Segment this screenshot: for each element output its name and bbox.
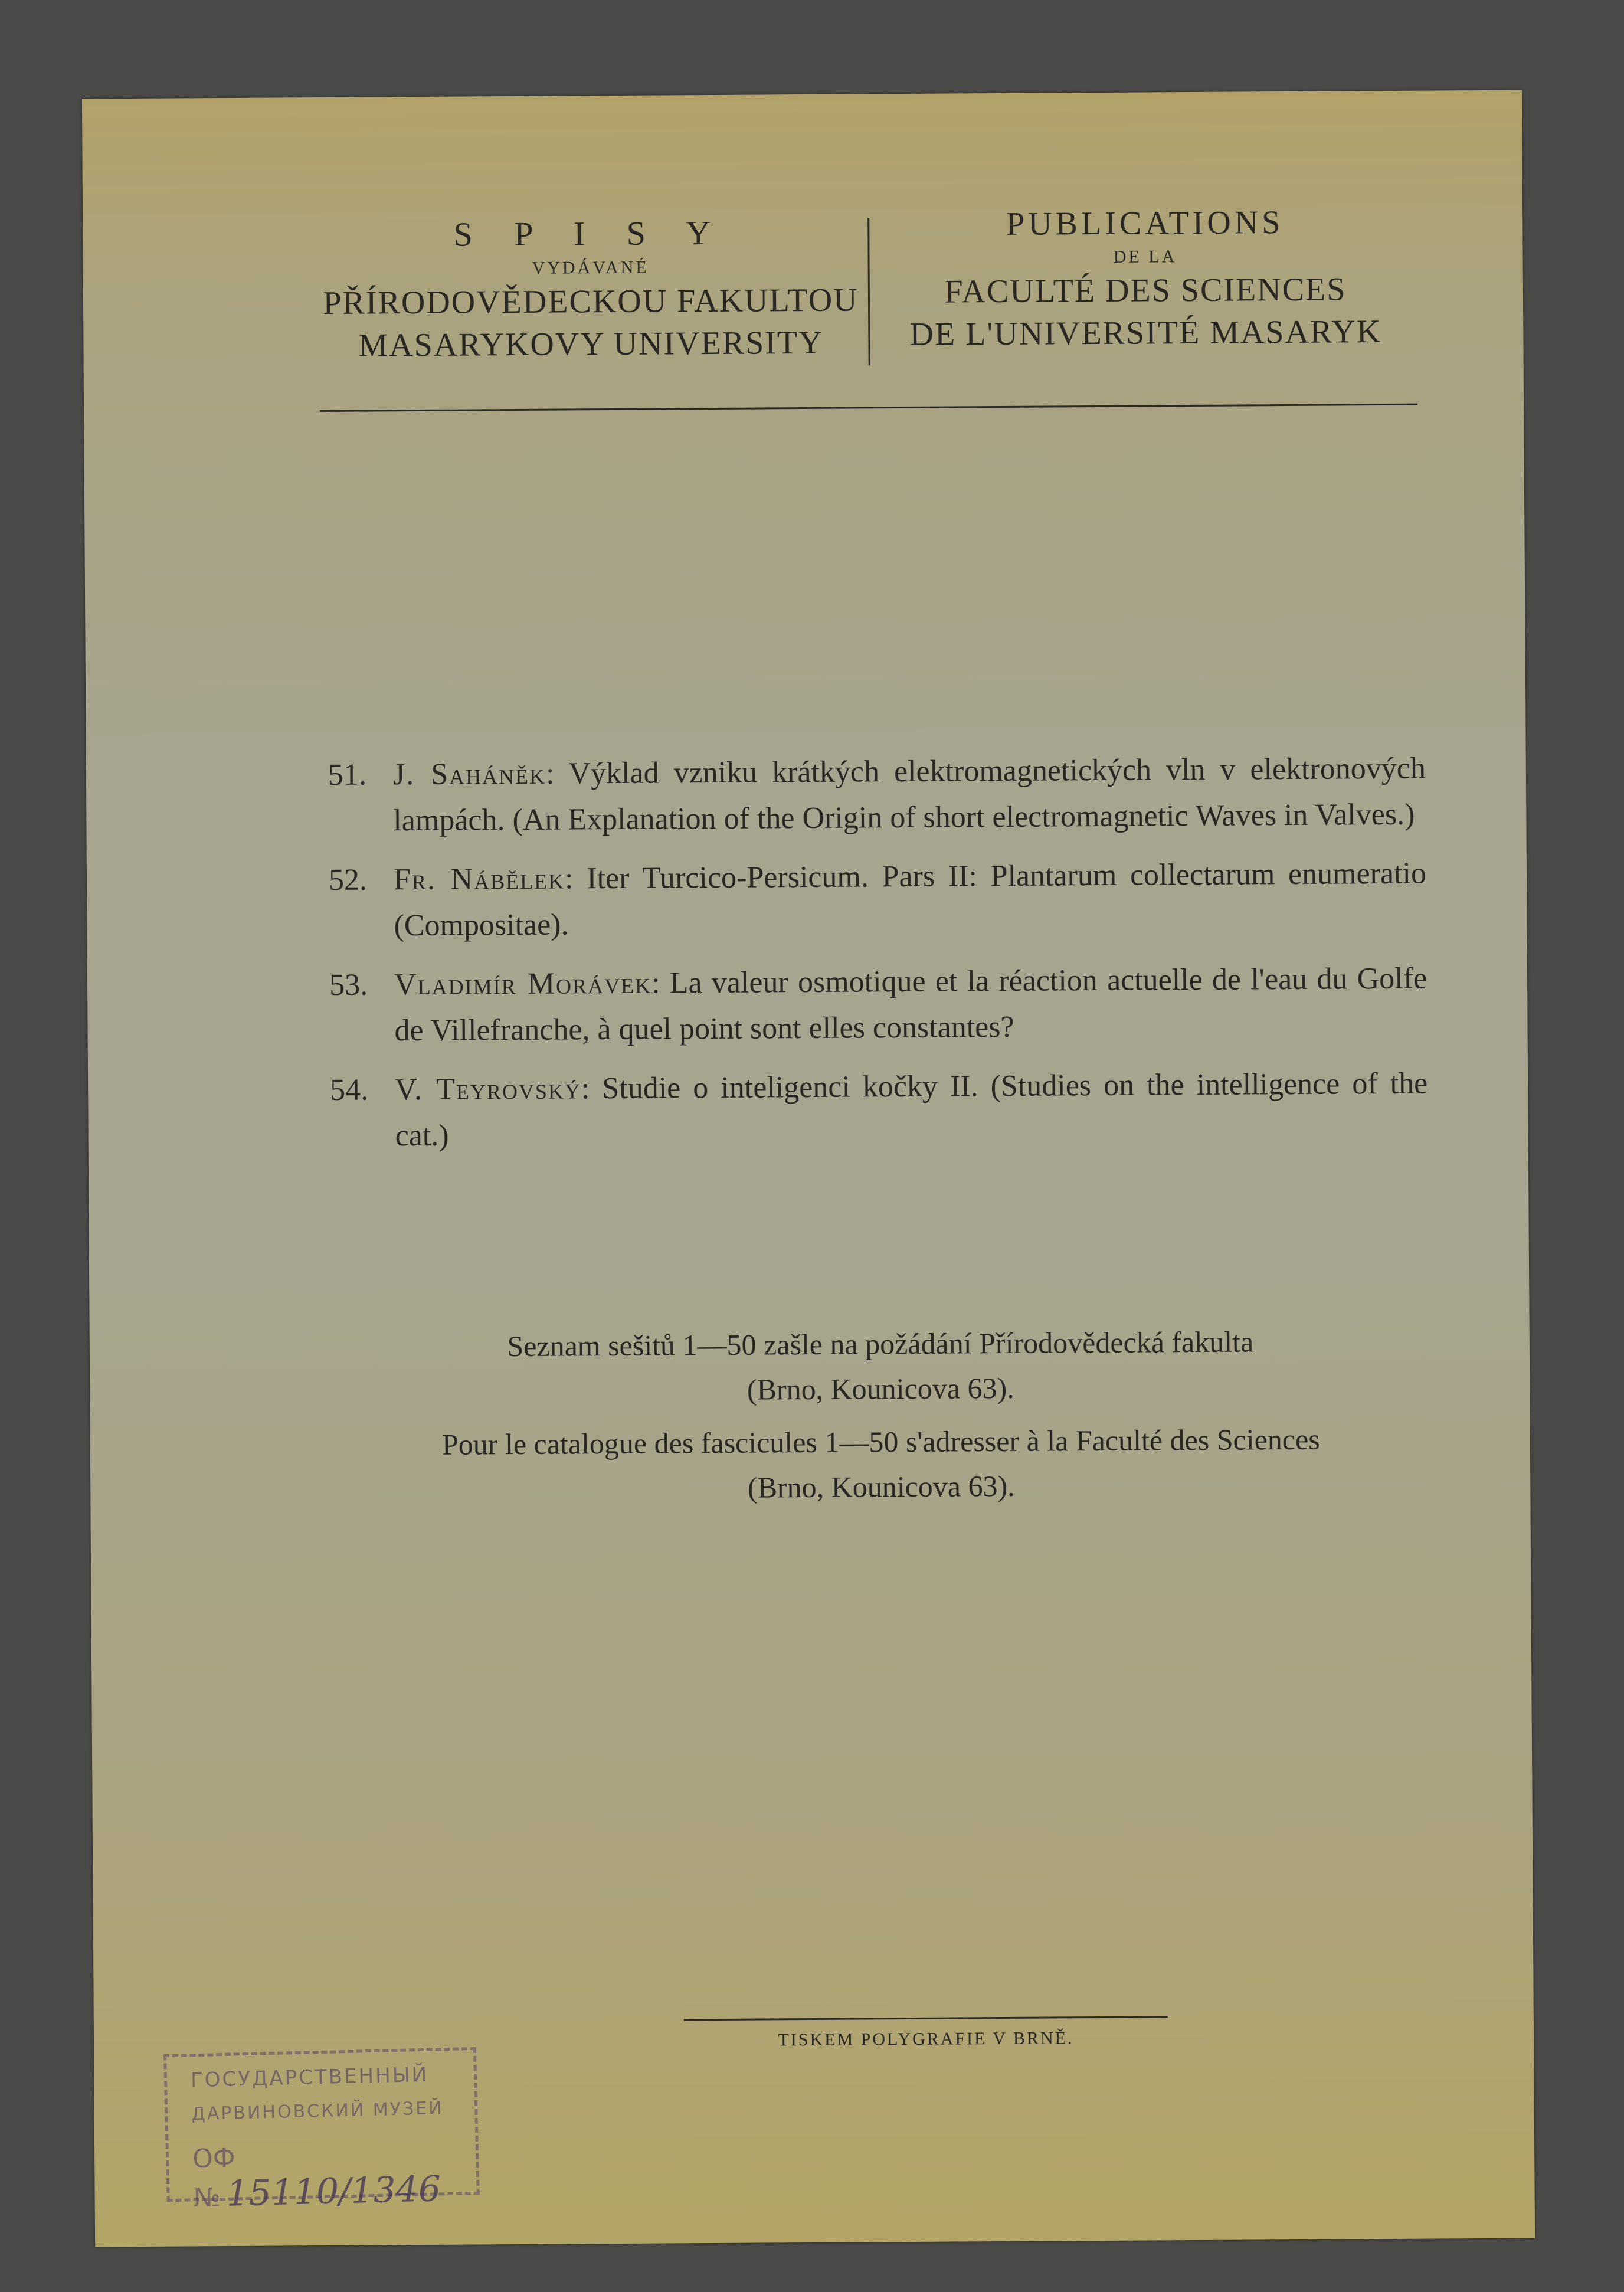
publication-list <box>328 746 1428 1173</box>
header-french-university: DE L'UNIVERSITÉ MASARYK <box>909 313 1382 353</box>
entry-separator: : <box>564 862 587 896</box>
printer-rule <box>684 2016 1168 2021</box>
header-czech-university: MASARYKOVY UNIVERSITY <box>358 324 824 364</box>
catalogue-notes <box>326 1318 1436 1521</box>
stamp-prefix: ОФ № <box>192 2143 236 2214</box>
entry-title: La valeur osmotique et la réaction actuelle de l'eau du Golfe de Villefranche, à quel point sont elles constantes? <box>394 961 1427 1048</box>
list-item <box>330 1061 1428 1160</box>
entry-author: V. Teyrovský <box>394 1072 582 1107</box>
publication-header <box>319 197 1418 475</box>
header-vertical-divider <box>867 218 870 365</box>
note-french-line1: Pour le catalogue des fascicules 1—50 s'adresser à la Faculté des Sciences <box>441 1422 1320 1461</box>
note-french <box>326 1416 1436 1512</box>
header-horizontal-rule <box>320 404 1417 412</box>
header-french-faculty: FACULTÉ DES SCIENCES <box>944 271 1347 310</box>
note-french-line2: (Brno, Kounicova 63). <box>747 1469 1015 1504</box>
stamp-line3 <box>192 2137 477 2215</box>
header-french <box>873 197 1417 354</box>
stamp-line2: ДАРВИНОВСКИЙ МУЗЕЙ <box>191 2098 444 2125</box>
list-item <box>329 956 1427 1055</box>
entry-separator: : <box>651 966 670 1000</box>
entry-title: Výklad vzniku krátkých elektromagnetických vln v elektronových lampách. (An Explanation of the Origin of short electromagnetic Waves in Valves.) <box>393 751 1426 838</box>
entry-title: Iter Turcico-Persicum. Pars II: Plantarum collectarum enumeratio (Compositae). <box>394 856 1427 943</box>
document-page <box>82 90 1535 2247</box>
note-czech-line2: (Brno, Kounicova 63). <box>746 1371 1014 1406</box>
museum-stamp <box>163 2047 480 2215</box>
header-czech-faculty: PŘÍRODOVĚDECKOU FAKULTOU <box>323 281 859 322</box>
entry-separator: : <box>545 757 569 791</box>
printer-imprint: TISKEM POLYGRAFIE V BRNĚ. <box>778 2028 1074 2050</box>
note-czech-line1: Seznam sešitů 1—50 zašle na požádání Přírodovědecká fakulta <box>507 1325 1254 1363</box>
entry-number: 54. <box>330 1073 369 1107</box>
list-item <box>329 851 1427 949</box>
header-czech-subtitle: VYDÁVANÉ <box>532 257 649 278</box>
list-item <box>328 746 1426 844</box>
entry-separator: : <box>581 1072 603 1106</box>
header-french-subtitle: DE LA <box>1113 247 1177 267</box>
note-czech <box>326 1318 1436 1415</box>
header-czech-title: S P I S Y <box>453 213 728 254</box>
entry-author: Fr. Nábělek <box>393 862 565 897</box>
header-czech <box>319 200 863 365</box>
entry-author: J. Saháněk <box>392 757 546 792</box>
entry-title: Studie o inteligenci kočky II. (Studies on the intelligence of the cat.) <box>395 1066 1428 1153</box>
entry-number: 53. <box>329 968 368 1002</box>
entry-author: Vladimír Morávek <box>394 966 652 1002</box>
stamp-line1: ГОСУДАРСТВЕННЫЙ <box>190 2062 429 2093</box>
header-french-title: PUBLICATIONS <box>1006 204 1284 243</box>
stamp-handwritten-number: 15110/1346 <box>225 2168 441 2215</box>
entry-number: 52. <box>328 863 368 897</box>
entry-number: 51. <box>328 758 367 792</box>
